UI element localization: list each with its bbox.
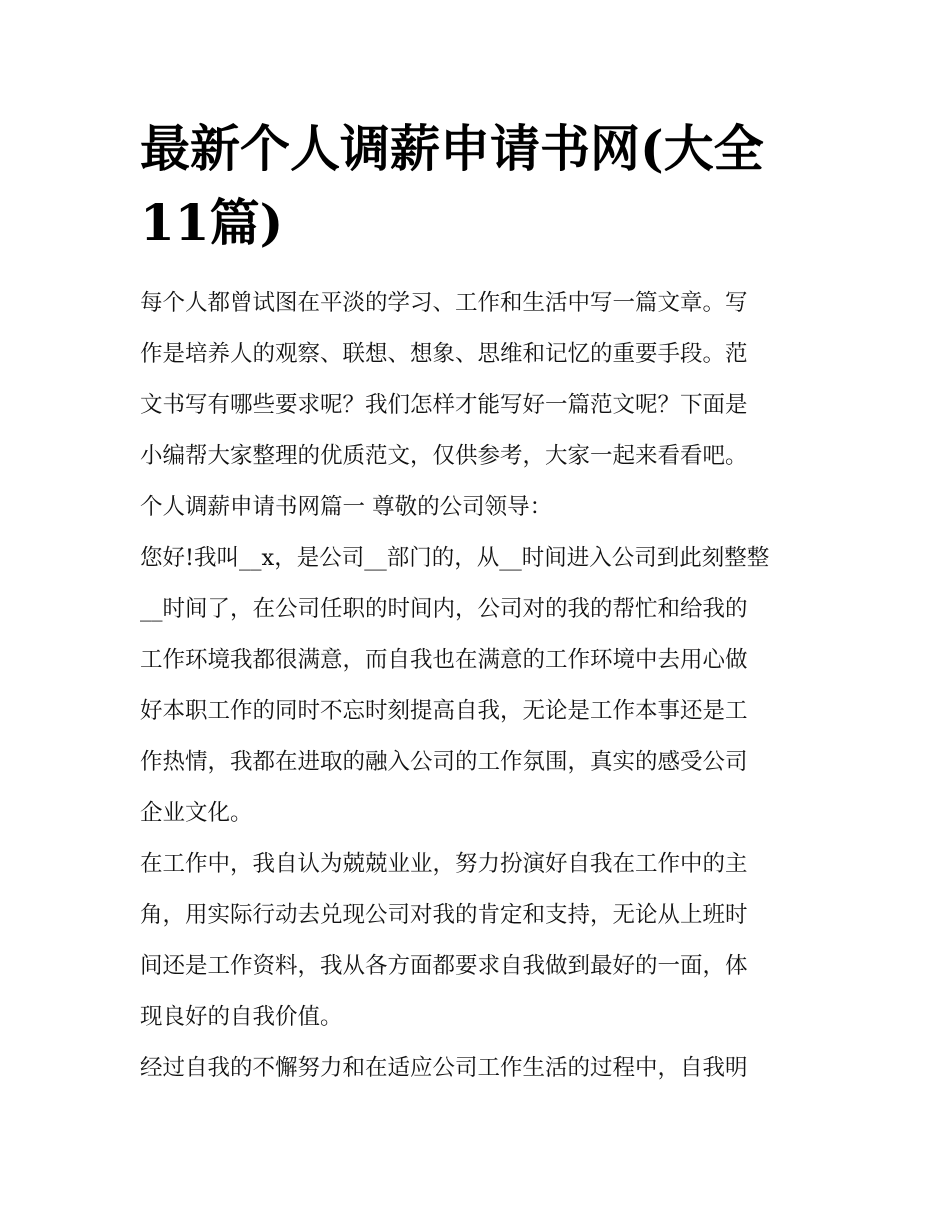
- body-line: 工作环境我都很满意，而自我也在满意的工作环境中去用心做: [140, 647, 748, 673]
- body-line: 间还是工作资料，我从各方面都要求自我做到最好的一面，体: [140, 953, 748, 979]
- body-line: 在工作中，我自认为兢兢业业，努力扮演好自我在工作中的主: [140, 851, 748, 877]
- title-line: 最新个人调薪申请书网(大全: [140, 119, 764, 178]
- title-line: 11篇): [140, 193, 284, 252]
- body-line: 角，用实际行动去兑现公司对我的肯定和支持，无论从上班时: [140, 902, 748, 928]
- body-line: 每个人都曾试图在平淡的学习、工作和生活中写一篇文章。写: [140, 290, 748, 316]
- body-line: 企业文化。: [140, 800, 253, 826]
- body-line: 好本职工作的同时不忘时刻提高自我，无论是工作本事还是工: [140, 698, 748, 724]
- body-line: 个人调薪申请书网篇一 尊敬的公司领导：: [140, 494, 553, 520]
- document-title: [140, 112, 820, 260]
- body-line: __时间了，在公司任职的时间内，公司对的我的帮忙和给我的: [140, 596, 748, 622]
- body-line: 经过自我的不懈努力和在适应公司工作生活的过程中，自我明: [140, 1055, 748, 1081]
- body-line: 文书写有哪些要求呢？我们怎样才能写好一篇范文呢？下面是: [140, 392, 748, 418]
- body-line: 作热情，我都在进取的融入公司的工作氛围，真实的感受公司: [140, 749, 748, 775]
- body-line: 作是培养人的观察、联想、想象、思维和记忆的重要手段。范: [140, 341, 748, 367]
- body-line: 现良好的自我价值。: [140, 1004, 343, 1030]
- body-line: 您好!我叫__x，是公司__部门的，从__时间进入公司到此刻整整: [140, 545, 770, 571]
- body-line: 小编帮大家整理的优质范文，仅供参考，大家一起来看看吧。: [140, 443, 748, 469]
- document-body: [140, 278, 820, 1094]
